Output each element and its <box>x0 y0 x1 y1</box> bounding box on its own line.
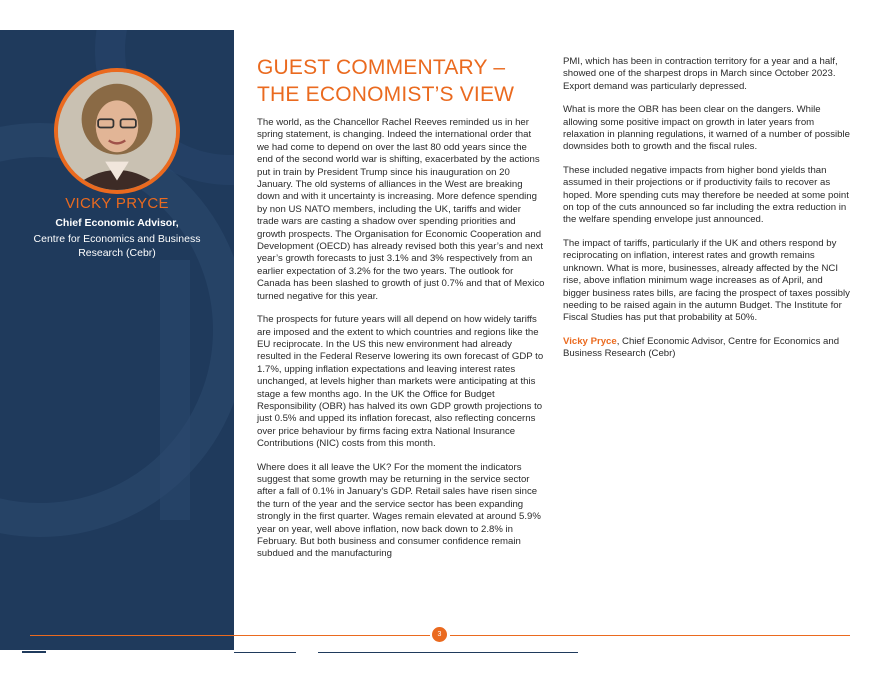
bottom-rule <box>234 652 296 653</box>
footer-divider-left <box>30 635 430 636</box>
portrait-photo <box>58 72 176 190</box>
paragraph: PMI, which has been in contraction territory for a year and a half, showed one of the sharpest drops in March since October 2023. Export demand was particularly depressed. <box>563 56 838 92</box>
paragraph: The world, as the Chancellor Rachel Reeves reminded us in her spring statement, is changing. Indeed the international order that we had come to depend on over the last 80 odd years since the end of the second world war is shifting, exacerbated by the actions put in train by President Trump since his inauguration on 20 January. The old systems of alliances in the West are breaking down and with it uncertainty is increasing. More defence spending by non US NATO members, including the UK, tariffs and wider trade wars are casting a shadow over spending priorities and growth prospects. The Organisation for Economic Cooperation and Development (OECD) has already revised both this year’s and next year’s growth forecasts to just 3.1% and 3% respectively from an earlier expectation of 3.2% for the two years. The outlook for Canada has been slashed to growth of just 0.7% and that of Mexico turned negative for this year. <box>257 117 545 302</box>
author-organisation: Centre for Economics and Business Research (Cebr) <box>33 233 201 259</box>
paragraph: The impact of tariffs, particularly if the UK and others respond by reciprocating on inflation, interest rates and growth remains unknown. What is more, businesses, already affected by the NCI rise, above inflation minimum wage increases as of April, and bigger business rates bills, are facing the prospect of taxes possibly needing to be raised again in the autumn Budget. The Institute for Fiscal Studies has put that probability at 50%. <box>563 237 850 324</box>
page-number: 3 <box>432 627 447 642</box>
portrait-frame <box>54 68 180 194</box>
paragraph: The prospects for future years will all depend on how widely tariffs are imposed and the extent to which countries and regions like the EU reciprocate. In the US this new environment had already resulted in the Federal Reserve lowering its own forecast of GDP to 1.7%, upping inflation expectations and leaving interest rates unchanged, at levels higher than markets were anticipating at this stage a few months ago. In the UK the Office for Budget Responsibility (OBR) has halved its own GDP growth projections to just 0.5% and upped its inflation forecast, also reflecting concerns over price behaviour by firms facing extra National Insurance Contributions (NIC) costs from this month. <box>257 314 544 450</box>
page-title <box>257 54 547 108</box>
signature <box>563 336 851 361</box>
title-line-1: GUEST COMMENTARY – <box>257 56 506 79</box>
article-column-2 <box>563 56 851 372</box>
title-line-2: THE ECONOMIST’S VIEW <box>257 83 515 106</box>
author-name: VICKY PRYCE <box>65 195 169 212</box>
person-portrait-icon <box>58 72 176 190</box>
author-role: Chief Economic Advisor, <box>55 217 179 229</box>
article-column-1 <box>257 117 545 572</box>
footer-divider-right <box>450 635 850 636</box>
bottom-rule <box>22 651 46 653</box>
paragraph: These included negative impacts from higher bond yields than assumed in their projections or if productivity fails to recover as hoped. More spending cuts may therefore be needed at some point on top of the cuts announced so far including the extra reduction in the welfare spending envelope just announced. <box>563 164 849 226</box>
sidebar-panel <box>0 30 234 650</box>
paragraph: What is more the OBR has been clear on the dangers. While allowing some positive impact on growth in later years from relaxation in planning regulations, it warned of a number of possible downsides both to growth and the fiscal rules. <box>563 104 850 153</box>
paragraph: Where does it all leave the UK? For the moment the indicators suggest that some growth may be returning in the service sector after a fall of 0.1% in January’s GDP. Retail sales have risen since the turn of the year and the service sector has been expanding strongly in the first quarter. Wages remain elevated at around 5.9% year on year, well above inflation, now back down to 2.8% in February. But both business and consumer confidence remain subdued and the manufacturing <box>257 461 541 560</box>
signature-name: Vicky Pryce <box>563 335 617 347</box>
signature-role: , Chief Economic Advisor, Centre for Economics and Business Research (Cebr) <box>563 335 840 360</box>
bottom-rule <box>318 652 578 653</box>
